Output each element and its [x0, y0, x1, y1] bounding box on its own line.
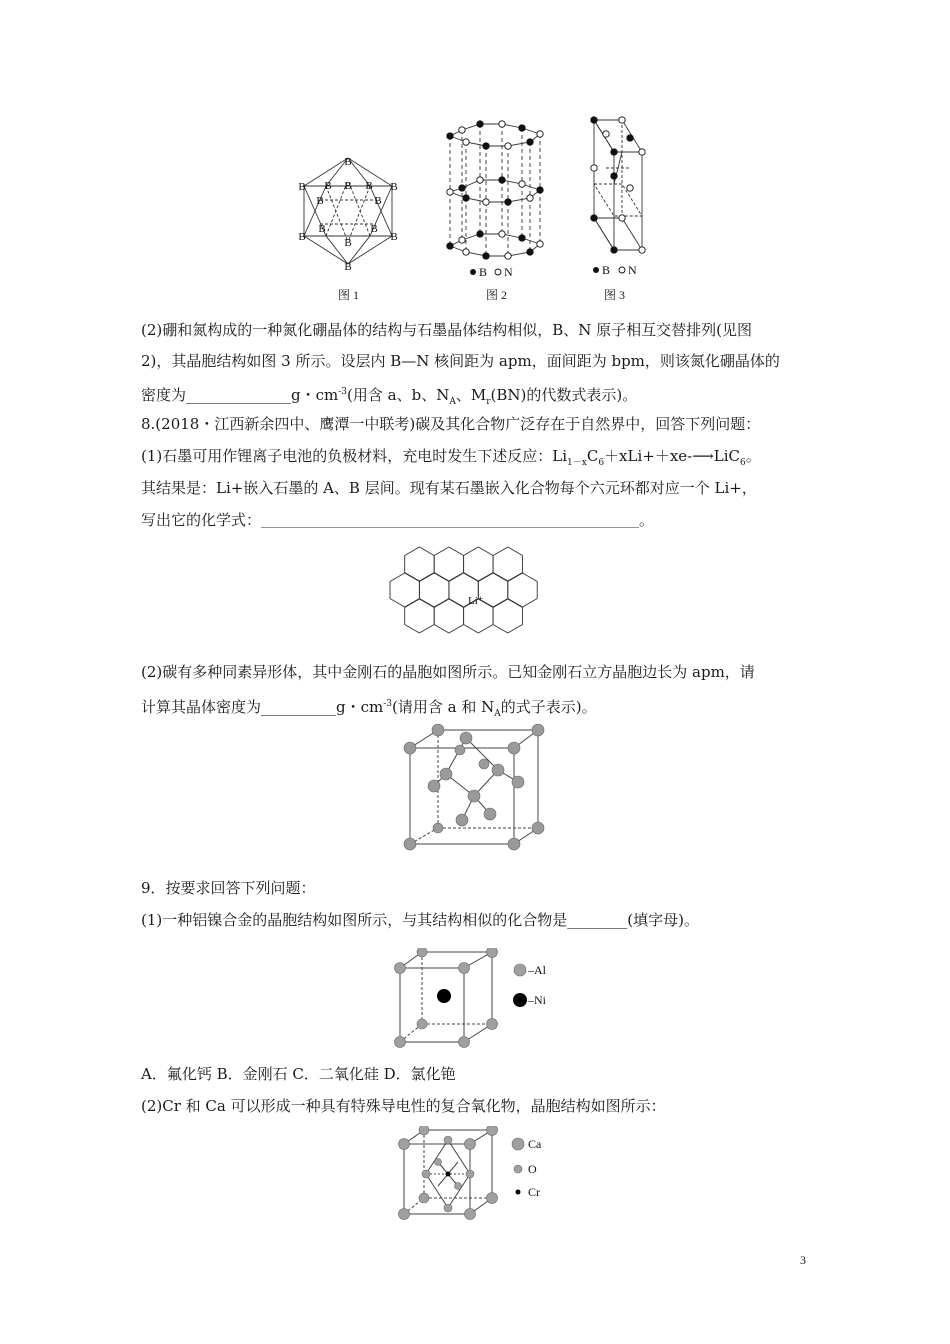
- q7-2-line3: [141, 382, 637, 412]
- subscript: r: [486, 397, 491, 407]
- atom-label: B: [370, 223, 378, 235]
- text: (填字母)。: [627, 911, 699, 929]
- diamond-unit-cell-figure: [398, 724, 550, 856]
- subscript: A: [449, 397, 456, 407]
- q7-2-line1: (2)硼和氮构成的一种氮化硼晶体的结构与石墨晶体结构相似，B、N 原子相互交替排列(见图: [141, 321, 753, 339]
- figure-1-icosahedron: [292, 152, 404, 272]
- q9-1-line: [141, 910, 699, 930]
- legend-ni-label: –Ni: [528, 993, 546, 1007]
- answer-blank[interactable]: __________: [261, 698, 337, 716]
- atom-label: B: [365, 180, 373, 192]
- answer-blank[interactable]: ________: [567, 911, 628, 929]
- figure-3-bn-unit-cell: [586, 112, 648, 284]
- subscript: 6: [598, 458, 605, 468]
- atom-label: B: [390, 181, 398, 193]
- superscript: -3: [383, 699, 393, 709]
- text: (1)石墨可用作锂离子电池的负极材料，充电时发生下述反应：Li: [141, 447, 568, 465]
- q9-2-line: (2)Cr 和 Ca 可以形成一种具有特殊导电性的复合氧化物，晶胞结构如图所示：: [141, 1097, 666, 1115]
- legend-al-label: –Al: [528, 963, 546, 977]
- arrow: ⟶: [692, 447, 714, 465]
- figure-2-bn-layers: [440, 118, 552, 284]
- atom-label: B: [324, 180, 332, 192]
- text: (1)一种铝镍合金的晶胞结构如图所示，与其结构相似的化合物是: [141, 911, 568, 929]
- atom-label: B: [298, 181, 306, 193]
- legend-n-label: N: [504, 265, 513, 279]
- q8-1-line3: [141, 510, 654, 531]
- page-number: 3: [800, 1253, 806, 1267]
- atom-label: B: [298, 231, 306, 243]
- perovskite-unit-cell-figure: [396, 1126, 556, 1222]
- text: 的式子表示)。: [500, 698, 597, 716]
- legend-cr-label: Cr: [528, 1185, 540, 1199]
- text: 、M: [455, 386, 487, 404]
- q9-1-options: A．氟化钙 B．金刚石 C．二氧化硅 D．氯化铯: [141, 1065, 456, 1083]
- text: 。: [745, 447, 761, 465]
- atom-label: B: [390, 231, 398, 243]
- text: (请用含 a 和 N: [392, 698, 495, 716]
- al-ni-unit-cell-figure: [392, 948, 574, 1048]
- text: LiC: [713, 447, 741, 465]
- subscript: A: [494, 709, 501, 719]
- atom-label: B: [344, 261, 352, 272]
- text: (BN)的代数式表示)。: [490, 386, 638, 404]
- q8-2-line1: (2)碳有多种同素异形体，其中金刚石的晶胞如图所示。已知金刚石立方晶胞边长为 apm，请: [141, 663, 755, 681]
- text: ＋xLi+＋xe-: [604, 447, 693, 465]
- atom-label: B: [344, 156, 352, 168]
- answer-blank[interactable]: ______________: [186, 386, 292, 404]
- figure-1-caption: 图 1: [338, 288, 360, 302]
- text: g・cm: [291, 386, 339, 404]
- text: (用含 a、b、N: [347, 386, 450, 404]
- superscript: -3: [338, 387, 348, 397]
- text: 写出它的化学式：: [141, 511, 262, 529]
- atom-label: B: [344, 237, 352, 249]
- graphite-li-hexagon-figure: [386, 546, 564, 650]
- q8-1-line2: 其结果是：Li+嵌入石墨的 A、B 层间。现有某石墨嵌入化合物每个六元环都对应一个 Li+，: [141, 479, 757, 497]
- q8-1-line1: [141, 446, 761, 473]
- text: g・cm: [336, 698, 384, 716]
- legend-ca-label: Ca: [528, 1137, 542, 1151]
- atom-label: B: [318, 223, 326, 235]
- answer-blank[interactable]: _______________________________________________________________: [261, 514, 640, 528]
- atom-label: B: [344, 180, 352, 192]
- subscript: 1－x: [567, 458, 587, 468]
- q8-2-line2: [141, 694, 597, 724]
- text: 计算其晶体密度为: [141, 698, 262, 716]
- q8-heading: 8.(2018・江西新余四中、鹰潭一中联考)碳及其化合物广泛存在于自然界中，回答下列问题：: [141, 415, 761, 433]
- legend-n-label: N: [628, 263, 637, 277]
- figure-3-caption: 图 3: [604, 288, 626, 302]
- legend-b-label: B: [602, 263, 611, 277]
- text: 。: [639, 511, 655, 529]
- legend-o-label: O: [528, 1162, 537, 1176]
- q9-heading: 9．按要求回答下列问题：: [141, 879, 316, 897]
- legend-b-label: B: [479, 265, 488, 279]
- subscript: 6: [740, 458, 746, 468]
- atom-label: B: [316, 195, 324, 207]
- q7-2-line2: 2)，其晶胞结构如图 3 所示。设层内 B—N 核间距为 apm，面间距为 bpm，则该氮化硼晶体的: [141, 352, 780, 370]
- text: C: [586, 447, 599, 465]
- li-ion-label: Li⁺: [468, 595, 484, 607]
- text: 密度为: [141, 386, 187, 404]
- figure-2-caption: 图 2: [486, 288, 508, 302]
- atom-label: B: [374, 195, 382, 207]
